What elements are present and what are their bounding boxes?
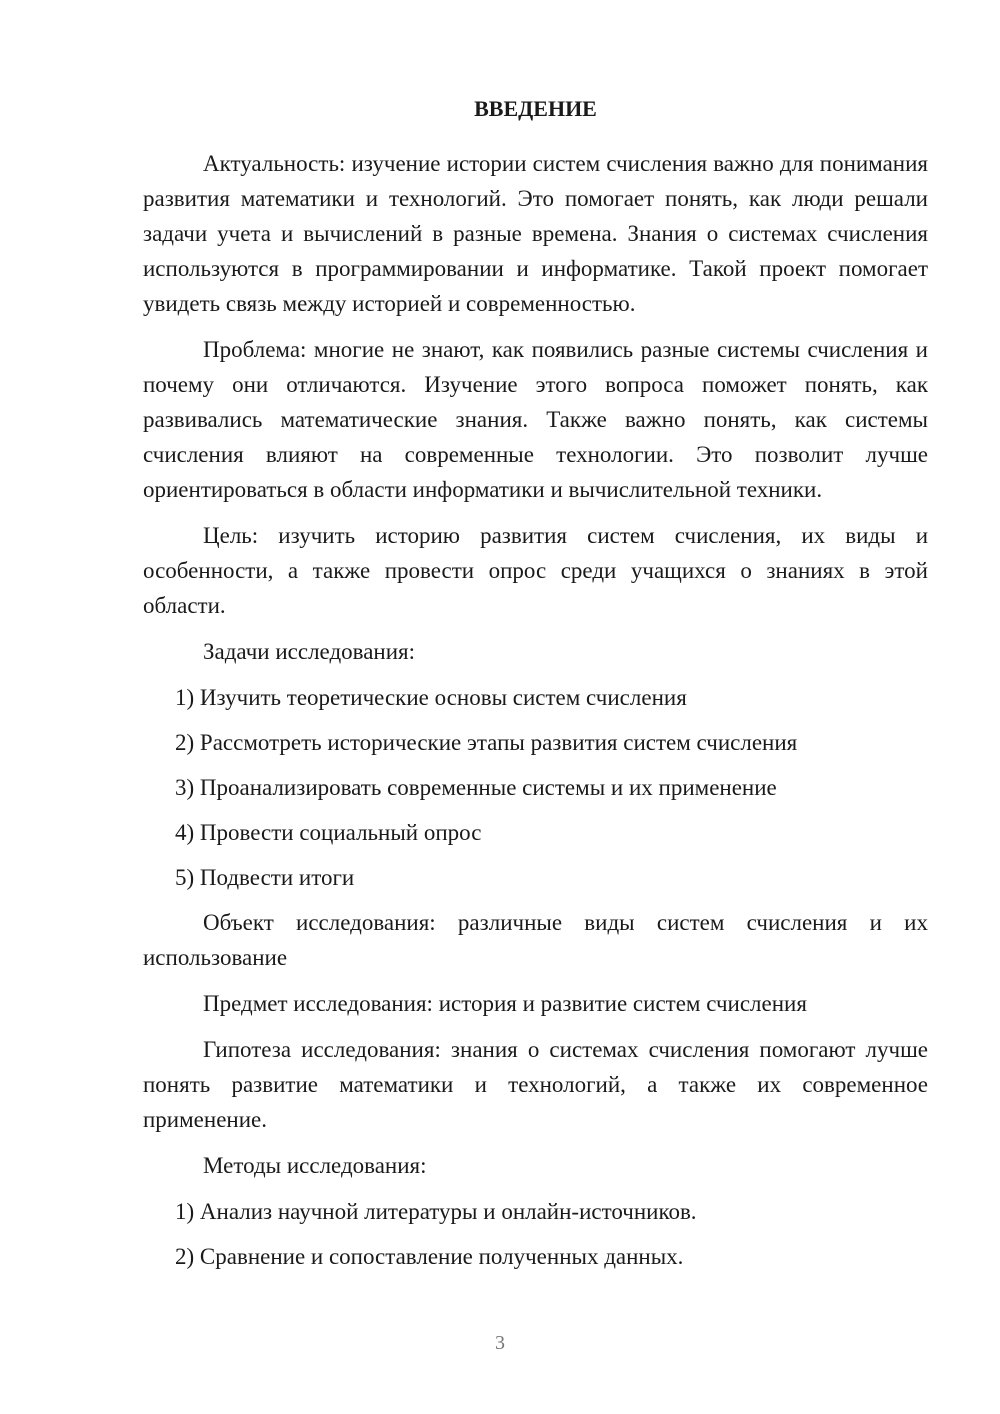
hypothesis-paragraph: Гипотеза исследования: знания о системах счисления помогают лучше понять развитие математики и технологий, а также их современное применение. <box>143 1037 928 1132</box>
subject-paragraph: Предмет исследования: история и развитие систем счисления <box>203 991 807 1016</box>
object-paragraph: Объект исследования: различные виды систем счисления и их использование <box>143 910 928 970</box>
page-number: 3 <box>495 1332 505 1354</box>
problem-paragraph: Проблема: многие не знают, как появились разные системы счисления и почему они отличаются. Изучение этого вопроса поможет понять, как развивались математические знания. Также важно понять, как системы счисления влияют на современные технологии. Это позволит лучше ориентироваться в области информатики и вычислительной техники. <box>143 337 928 502</box>
tasks-heading: Задачи исследования: <box>203 639 416 664</box>
section-title: ВВЕДЕНИЕ <box>474 96 597 121</box>
list-item: 3) Проанализировать современные системы и их применение <box>175 775 777 800</box>
relevance-paragraph: Актуальность: изучение истории систем счисления важно для понимания развития математики и технологий. Это помогает понять, как люди решали задачи учета и вычислений в разные времена. Знания о системах счисления используются в программировании и информатике. Такой проект помогает увидеть связь между историей и современностью. <box>143 151 928 316</box>
methods-heading: Методы исследования: <box>203 1153 427 1178</box>
list-item: 1) Изучить теоретические основы систем счисления <box>175 685 687 710</box>
list-item: 2) Сравнение и сопоставление полученных данных. <box>175 1244 684 1269</box>
list-item: 2) Рассмотреть исторические этапы развития систем счисления <box>175 730 798 755</box>
list-item: 4) Провести социальный опрос <box>175 820 482 845</box>
methods-list <box>143 1194 928 1274</box>
list-item: 5) Подвести итоги <box>175 865 355 890</box>
tasks-list <box>143 680 928 895</box>
list-item: 1) Анализ научной литературы и онлайн-источников. <box>175 1199 697 1224</box>
goal-paragraph: Цель: изучить историю развития систем счисления, их виды и особенности, а также провести опрос среди учащихся о знаниях в этой области. <box>143 523 928 618</box>
document-page <box>143 92 928 1284</box>
